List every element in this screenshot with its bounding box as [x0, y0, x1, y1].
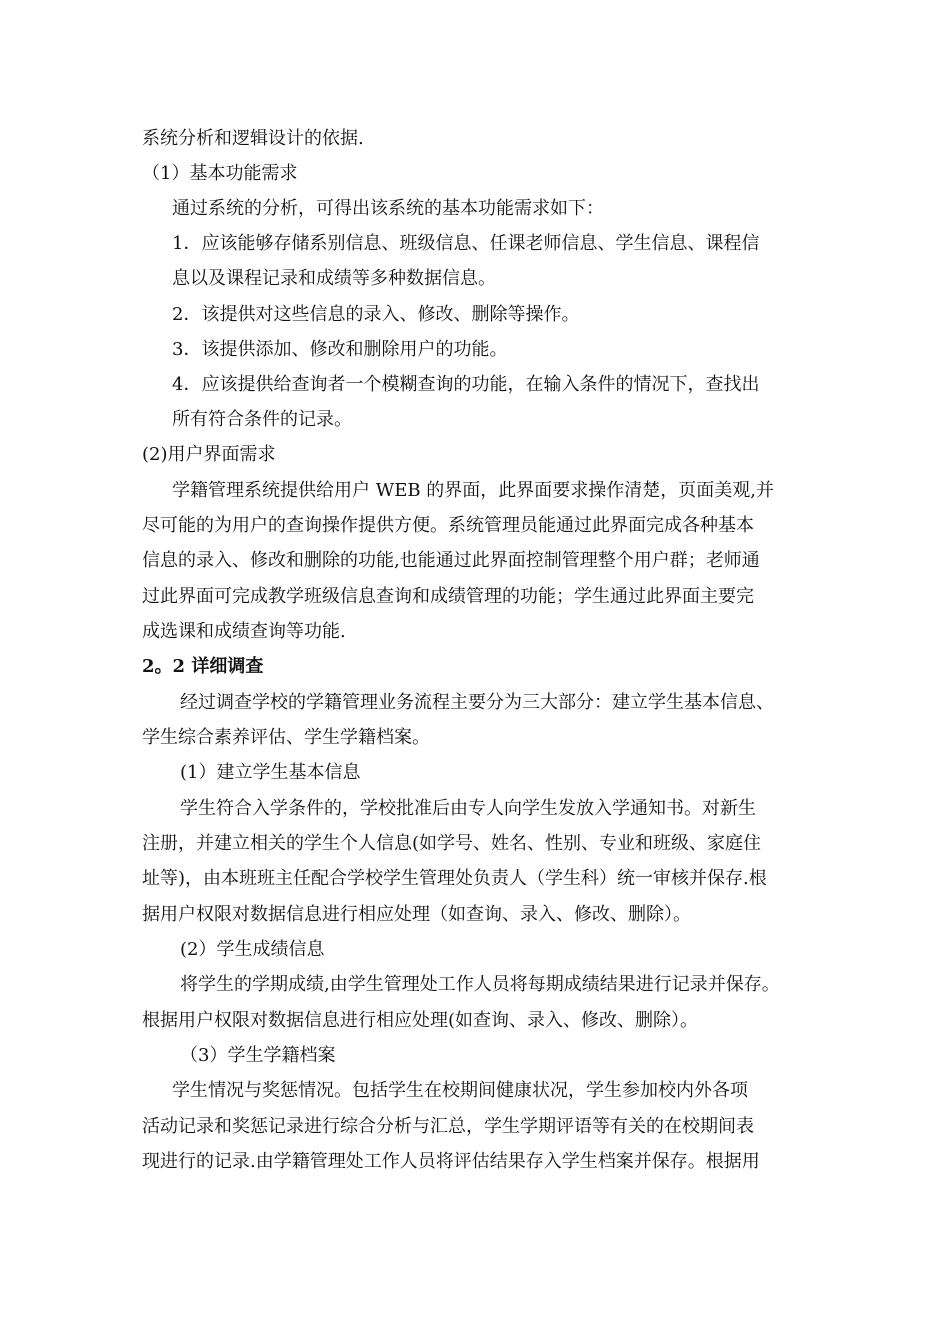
- survey-line-2: 学生综合素养评估、学生学籍档案。: [142, 727, 430, 748]
- ui-requirements-line-1: 学籍管理系统提供给用户 WEB 的界面，此界面要求操作清楚，页面美观,并: [172, 480, 775, 501]
- basic-info-line-2: 注册，并建立相关的学生个人信息(如学号、姓名、性别、专业和班级、家庭住: [142, 833, 762, 854]
- section-heading-ui-requirements: (2)用户界面需求: [142, 444, 276, 465]
- requirement-item-1-line-1: 1．应该能够存储系别信息、班级信息、任课老师信息、学生信息、课程信: [172, 233, 760, 254]
- archives-line-2: 活动记录和奖惩记录进行综合分析与汇总，学生学期评语等有关的在校期间表: [142, 1116, 754, 1137]
- subsection-heading-archives: （3）学生学籍档案: [180, 1045, 336, 1066]
- grades-line-2: 根据用户权限对数据信息进行相应处理(如查询、录入、修改、删除）。: [142, 1010, 699, 1031]
- ui-requirements-line-5: 成选课和成绩查询等功能.: [142, 621, 346, 642]
- requirement-item-4-line-1: 4．应该提供给查询者一个模糊查询的功能，在输入条件的情况下，查找出: [172, 374, 760, 395]
- requirement-item-2: 2．该提供对这些信息的录入、修改、删除等操作。: [172, 304, 580, 325]
- ui-requirements-line-4: 过此界面可完成教学班级信息查询和成绩管理的功能；学生通过此界面主要完: [142, 586, 754, 607]
- archives-line-3: 现进行的记录.由学籍管理处工作人员将评估结果存入学生档案并保存。根据用: [142, 1151, 760, 1172]
- section-heading-basic-requirements: （1）基本功能需求: [142, 163, 298, 184]
- subsection-heading-basic-info: (1）建立学生基本信息: [180, 762, 361, 783]
- requirement-item-3: 3．该提供添加、修改和删除用户的功能。: [172, 339, 508, 360]
- requirement-item-1-line-2: 息以及课程记录和成绩等多种数据信息。: [172, 268, 496, 289]
- requirement-item-4-line-2: 所有符合条件的记录。: [172, 409, 352, 430]
- grades-line-1: 将学生的学期成绩,由学生管理处工作人员将每期成绩结果进行记录并保存。: [180, 974, 780, 995]
- intro-tail: 系统分析和逻辑设计的依据.: [142, 128, 364, 149]
- basic-info-line-3: 址等)，由本班班主任配合学校学生管理处负责人（学生科）统一审核并保存.根: [142, 868, 767, 889]
- basic-info-line-1: 学生符合入学条件的，学校批准后由专人向学生发放入学通知书。对新生: [180, 798, 756, 819]
- archives-line-1: 学生情况与奖惩情况。包括学生在校期间健康状况，学生参加校内外各项: [172, 1080, 748, 1101]
- ui-requirements-line-3: 信息的录入、修改和删除的功能,也能通过此界面控制管理整个用户群；老师通: [142, 550, 760, 571]
- basic-info-line-4: 据用户权限对数据信息进行相应处理（如查询、录入、修改、删除）。: [142, 904, 691, 925]
- survey-line-1: 经过调查学校的学籍管理业务流程主要分为三大部分：建立学生基本信息、: [180, 692, 774, 713]
- subsection-heading-grades: (2）学生成绩信息: [180, 939, 325, 960]
- basic-requirements-intro: 通过系统的分析，可得出该系统的基本功能需求如下：: [172, 198, 604, 219]
- ui-requirements-line-2: 尽可能的为用户的查询操作提供方便。系统管理员能通过此界面完成各种基本: [142, 515, 754, 536]
- section-heading-detailed-survey: 2。2 详细调查: [142, 656, 264, 677]
